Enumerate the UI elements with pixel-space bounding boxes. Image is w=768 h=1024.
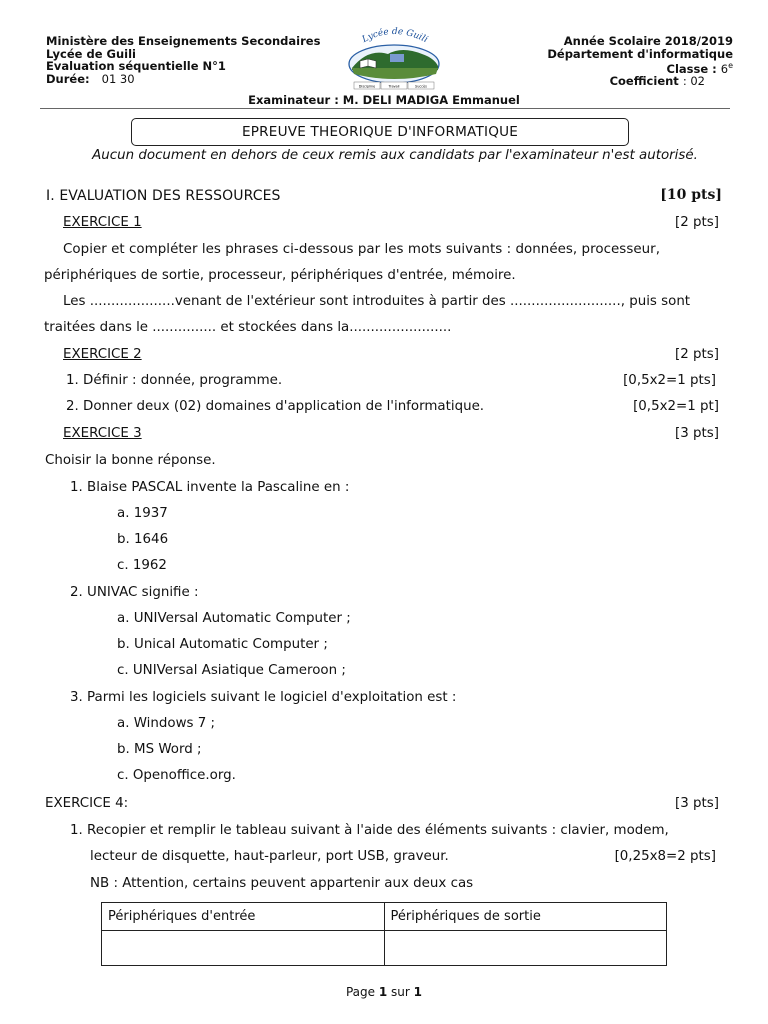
table-row — [102, 931, 667, 966]
input-peripherals-header: Périphériques d'entrée — [102, 903, 385, 931]
exercise-4-question-1-line-1: 1. Recopier et remplir le tableau suivant à l'aide des éléments suivants : clavier, modem, — [70, 823, 669, 838]
exercise-3-q3-option-b: b. MS Word ; — [117, 742, 202, 757]
class-value: 6 — [720, 61, 729, 76]
exercise-3-question-2: 2. UNIVAC signifie : — [70, 585, 199, 600]
duration-label: Durée: — [46, 71, 90, 86]
exercise-3-q1-option-c: c. 1962 — [117, 558, 167, 573]
exercise-3-points: [3 pts] — [675, 426, 719, 441]
exercise-3-title: EXERCICE 3 — [63, 426, 142, 441]
exercise-4-question-1-points: [0,25x8=2 pts] — [614, 849, 716, 864]
svg-text:Lycée de Guili — [360, 27, 430, 46]
school-logo — [338, 24, 450, 92]
class-label: Classe : — [666, 61, 717, 76]
page-word: Page — [345, 985, 376, 999]
exercise-4-note: NB : Attention, certains peuvent appartenir aux deux cas — [90, 876, 474, 891]
exercise-2-question-2: 2. Donner deux (02) domaines d'application de l'informatique. — [66, 399, 485, 414]
section-title: I. EVALUATION DES RESSOURCES — [46, 188, 281, 204]
header-separator — [40, 108, 730, 109]
evaluation-label: Evaluation séquentielle N°1 — [46, 59, 226, 73]
ministry-name: Ministère des Enseignements Secondaires — [46, 34, 321, 48]
exercise-3-q1-option-a: a. 1937 — [117, 506, 168, 521]
logo-arc-text: Lycée de Guili — [360, 26, 430, 46]
examiner: Examinateur : M. DELI MADIGA Emmanuel — [248, 93, 520, 107]
exercise-2-title: EXERCICE 2 — [63, 347, 142, 362]
exercise-3-q2-option-b: b. Unical Automatic Computer ; — [117, 637, 328, 652]
exercise-1-line-2: périphériques de sortie, processeur, périphériques d'entrée, mémoire. — [44, 268, 516, 283]
class-row — [433, 60, 733, 75]
duration-value: 01 30 — [101, 71, 135, 86]
exercise-3-q1-option-b: b. 1646 — [117, 532, 169, 547]
sur-word: sur — [391, 985, 410, 999]
exercise-3-q2-option-a: a. UNIVersal Automatic Computer ; — [117, 611, 351, 626]
exercise-3-q3-option-c: c. Openoffice.org. — [117, 768, 236, 783]
exercise-4-question-1-line-2: lecteur de disquette, haut-parleur, port USB, graveur. — [90, 849, 449, 864]
coefficient-value: : 02 — [682, 74, 705, 89]
exercise-4-points: [3 pts] — [675, 796, 719, 811]
school-name: Lycée de Guili — [46, 46, 136, 61]
exam-title-box — [131, 118, 629, 146]
exercise-3-question-3: 3. Parmi les logiciels suivant le logiciel d'exploitation est : — [70, 690, 457, 705]
header-left — [46, 35, 346, 85]
exercise-3-intro: Choisir la bonne réponse. — [45, 453, 216, 468]
exercise-1-line-3: Les ....................venant de l'extérieur sont introduites à partir des .........................., puis sont — [63, 294, 691, 309]
output-peripherals-cell — [384, 931, 667, 966]
coefficient-row — [433, 75, 733, 88]
exercise-1-points: [2 pts] — [675, 215, 719, 230]
section-points: [10 pts] — [660, 187, 722, 203]
page-total: 1 — [413, 985, 423, 999]
exercise-4-title: EXERCICE 4: — [45, 796, 129, 811]
page-footer — [0, 985, 768, 999]
department: Département d'informatique — [547, 46, 733, 61]
exercise-2-question-2-points: [0,5x2=1 pt] — [633, 399, 719, 414]
motto-3: Succès — [415, 84, 427, 89]
motto-2: Travail — [388, 84, 400, 89]
output-peripherals-header: Périphériques de sortie — [384, 903, 667, 931]
exercise-1-line-4: traitées dans le ............... et stockées dans la........................ — [44, 320, 452, 335]
exercise-3-question-1: 1. Blaise PASCAL invente la Pascaline en : — [70, 480, 350, 495]
exercise-1-title: EXERCICE 1 — [63, 215, 142, 230]
exercise-1-line-1: Copier et compléter les phrases ci-dessous par les mots suivants : données, processeur, — [63, 242, 661, 257]
class-sup: e — [728, 61, 733, 70]
motto-1: Discipline — [358, 84, 376, 89]
exercise-2-question-1: 1. Définir : donnée, programme. — [66, 373, 283, 388]
page-number: 1 — [378, 985, 388, 999]
school-year: Année Scolaire 2018/2019 — [563, 34, 733, 48]
exercise-2-question-1-points: [0,5x2=1 pts] — [623, 373, 716, 388]
logo-motto — [354, 82, 434, 89]
duration-row — [46, 73, 346, 86]
header-right — [433, 35, 733, 88]
table-header-row — [102, 903, 667, 931]
exercise-2-points: [2 pts] — [675, 347, 719, 362]
peripherals-table — [101, 902, 667, 966]
exercise-3-q3-option-a: a. Windows 7 ; — [117, 716, 216, 731]
exercise-3-q2-option-c: c. UNIVersal Asiatique Cameroon ; — [117, 663, 346, 678]
exam-subtitle: Aucun document en dehors de ceux remis aux candidats par l'examinateur n'est autorisé. — [92, 148, 698, 163]
input-peripherals-cell — [102, 931, 385, 966]
exam-title: EPREUVE THEORIQUE D'INFORMATIQUE — [241, 124, 519, 140]
coefficient-label: Coefficient — [609, 74, 679, 89]
